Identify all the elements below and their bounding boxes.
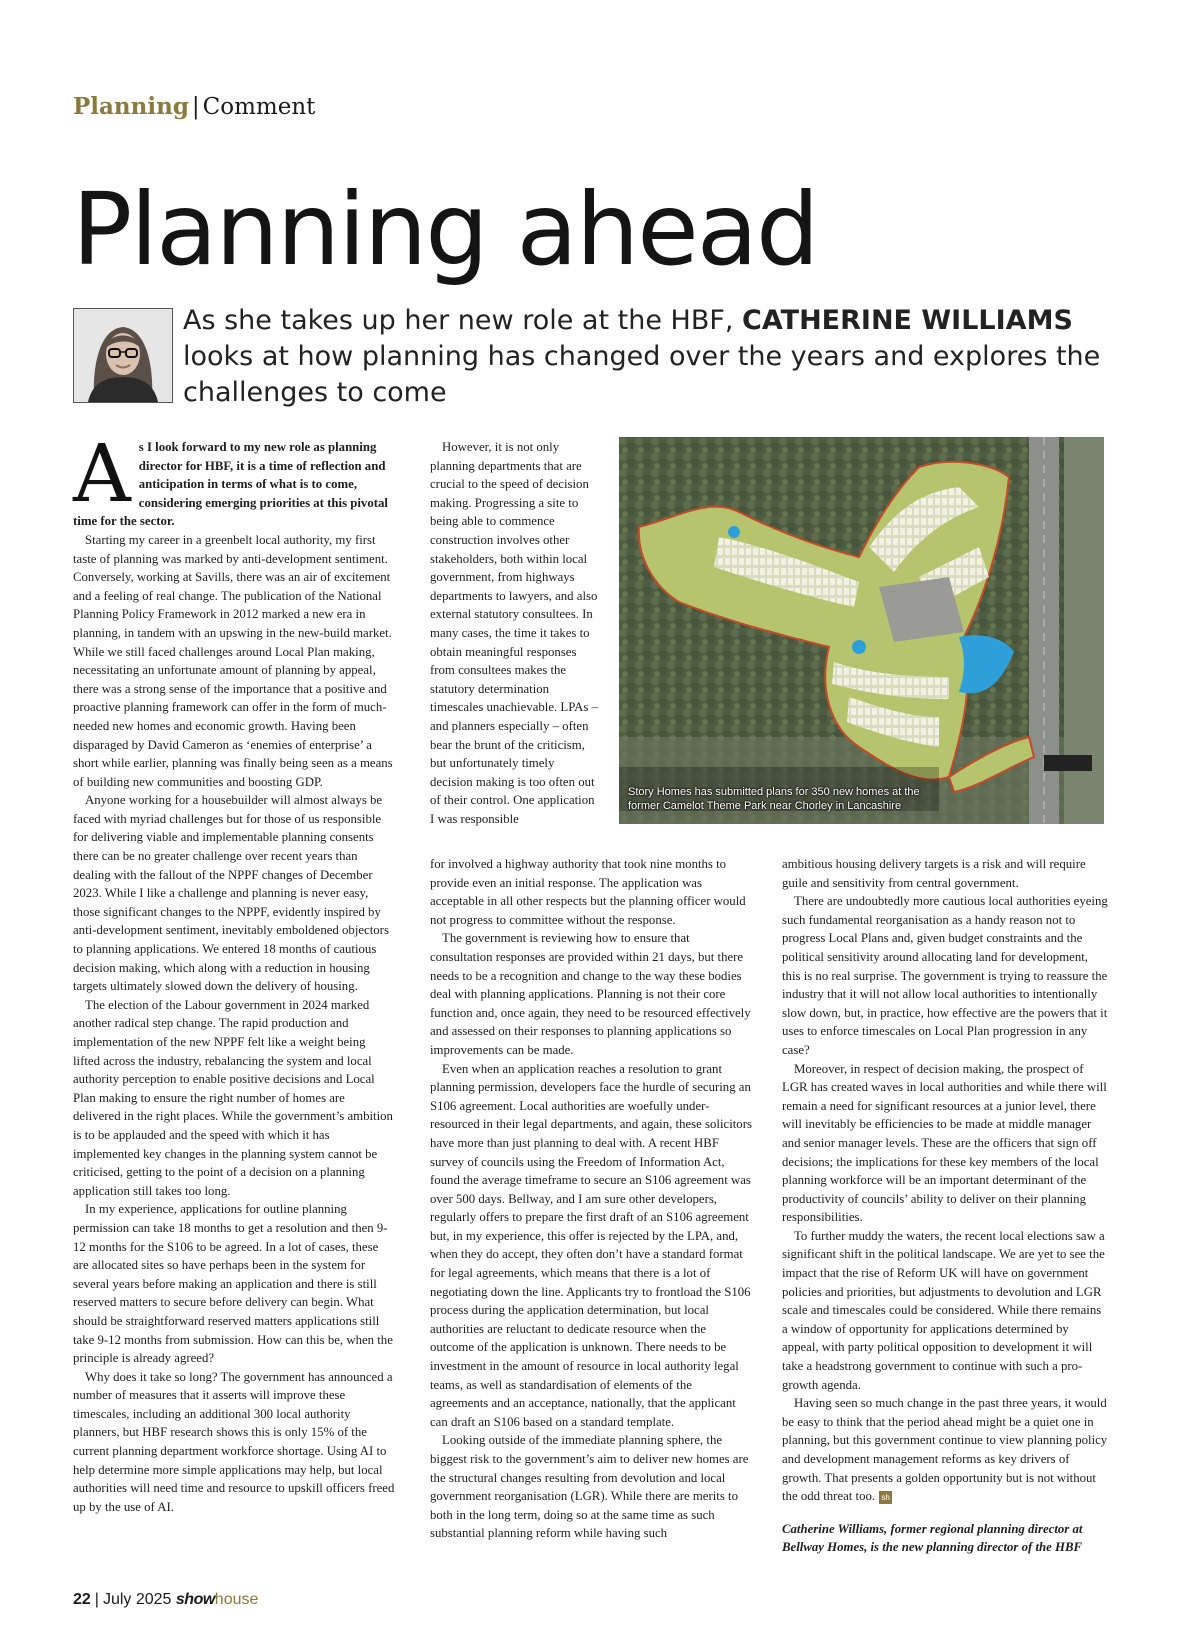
body-paragraph: Why does it take so long? The government has announced a number of measures that it asserts will improve these timescales, including an additional 300 local authority planners, but HBF research shows this is only 15% of the current planning department workforce shortage. Using AI to help determine more simple applications may help, but local authorities will need time and resource to upskill officers freed up by the use of AI. bbox=[73, 1369, 395, 1514]
drop-cap: A bbox=[73, 427, 131, 520]
body-paragraph: ambitious housing delivery targets is a risk and will require guile and sensitivity from central government. bbox=[782, 857, 1086, 890]
standfirst bbox=[183, 303, 1113, 411]
section-tag bbox=[73, 93, 315, 120]
section-divider: | bbox=[191, 94, 200, 120]
author-note: Catherine Williams, former regional planning director at Bellway Homes, is the new planning director of the HBF bbox=[782, 1521, 1083, 1555]
body-paragraph: In my experience, applications for outline planning permission can take 18 months to get a resolution and then 9-12 months for the S106 to be agreed. In a lot of cases, these are allocated sites so have perhaps been in the system for several years before making an application and there is still reserved matters to secure before delivery can begin. What should be straightforward reserved matters applications still take 9-12 months from submission. How can this be, when the principle is already agreed? bbox=[73, 1202, 393, 1366]
subsection-name: Comment bbox=[202, 94, 316, 120]
magazine-logo bbox=[176, 1591, 258, 1608]
footer-divider: | bbox=[94, 1591, 99, 1608]
standfirst-intro: As she takes up her new role at the HBF, bbox=[183, 305, 743, 336]
body-paragraph: Moreover, in respect of decision making, the prospect of LGR has created waves in local authorities and while there will remain a need for significant resources at a junior level, there will inevitably be efficiencies to be made at middle manager and senior manager levels. These are the officers that sign off decisions; the implications for these key members of the local planning workforce will be an important determinant of the productivity of councils’ ability to deliver on their planning responsibilities. bbox=[782, 1061, 1107, 1225]
magazine-logo-part-1: show bbox=[175, 1591, 215, 1608]
section-name: Planning bbox=[73, 93, 189, 120]
magazine-logo-part-2: house bbox=[214, 1591, 259, 1608]
issue-date: July 2025 bbox=[102, 1591, 172, 1608]
body-paragraph: The election of the Labour government in 2024 marked another radical step change. The rapid production and implementation of the new NPPF felt like a weight being lifted across the industry, rebalancing the system and local authority perception to enable positive decisions and Local Plan making to ensure the right number of homes are delivered in the right places. While the government’s ambition is to be applauded and the speed with which it has implemented key changes in the planning system cannot be criticised, getting to the point of a decision on a planning application still takes too long. bbox=[73, 997, 393, 1198]
site-plan-photo bbox=[619, 437, 1104, 824]
body-paragraph: However, it is not only planning departments that are crucial to the speed of decision making. Progressing a site to being able to commence construction involves other stakeholders, both within local government, from highways departments to lawyers, and also external statutory consultees. In many cases, the time it takes to obtain meaningful responses from consultees makes the statutory determination timescales unachievable. LPAs – and planners especially – often bear the brunt of the criticism, but unfortunately timely decision making is too often out of their control. One application I was responsible bbox=[430, 440, 598, 826]
body-paragraph: Looking outside of the immediate planning sphere, the biggest risk to the government’s aim to deliver new homes are the structural changes resulting from devolution and local government reorganisation (LGR). While there are merits to both in the long term, doing so at the same time as such substantial planning reform while having such bbox=[430, 1433, 749, 1541]
author-portrait bbox=[73, 308, 173, 403]
headline: Planning ahead bbox=[72, 171, 818, 288]
author-name: CATHERINE WILLIAMS bbox=[742, 305, 1073, 336]
final-paragraph-text: Having seen so much change in the past three years, it would be easy to think that the period ahead might be a quiet one in planning, but this government continue to view planning policy and development management reforms as key drivers of growth. That presents a golden opportunity but is not without the odd threat too. bbox=[782, 1396, 1108, 1504]
body-paragraph: The government is reviewing how to ensure that consultation responses are provided within 21 days, but there needs to be a recognition and change to the way these bodies deal with planning applications. Planning is not their core function and, once again, they need to be resourced effectively and assessed on their responses to planning applications so improvements can be made. bbox=[430, 931, 751, 1057]
body-paragraph: for involved a highway authority that took nine months to provide even an initial response. The application was acceptable in all other respects but the planning officer would not progress to committee without the response. bbox=[430, 857, 746, 927]
article-column-3 bbox=[782, 855, 1108, 1557]
body-paragraph: Even when an application reaches a resolution to grant planning permission, developers face the hurdle of securing an S106 agreement. Local authorities are woefully under-resourced in their legal departments, and again, these solicitors have more than just planning to deal with. A recent HBF survey of councils using the Freedom of Information Act, found the average timeframe to secure an S106 agreement was over 500 days. Bellway, and I am sure other developers, regularly offers to prepare the first draft of an S106 agreement but, in my experience, this offer is rejected by the LPA, and, when they do accept, they often don’t have a standard format for legal agreements, which means that there is a lot of negotiating down the line. Applicants try to frontload the S106 process during the application determination, but local authorities are reluctant to dedicate resource when the outcome of the application is unknown. There needs to be investment in the amount of resource in local authority legal teams, as well as standardisation of elements of the agreements and an acceptance, nationally, that the applicant can draft an S106 based on a standard template. bbox=[430, 1061, 752, 1429]
body-paragraph: To further muddy the waters, the recent local elections saw a significant shift in the political landscape. We are yet to see the impact that the rise of Reform UK will have on government policies and priorities, but adjustments to devolution and LGR scale and timescales could be considered. While there remains a window of opportunity for applications determined by appeal, with party political opposition to development it will take a headstrong government to continue with such a pro-growth agenda. bbox=[782, 1228, 1105, 1392]
lead-paragraph bbox=[73, 427, 395, 531]
lead-text: s I look forward to my new role as planning director for HBF, it is a time of reflection and anticipation in terms of what is to come, considering emerging priorities at this pivotal time for the sector. bbox=[73, 440, 388, 529]
page-footer bbox=[73, 1591, 258, 1609]
end-mark-icon: sh bbox=[879, 1491, 892, 1504]
page-number: 22 bbox=[73, 1591, 91, 1608]
site-plan-illustration bbox=[619, 437, 1104, 824]
body-paragraph: Anyone working for a housebuilder will almost always be faced with myriad challenges but for those of us responsible for delivering viable and implementable planning consents there can be no greater challenge over recent years than dealing with the fallout of the NPPF changes of December 2023. While I like a challenge and planning is never easy, those significant changes to the NPPF, evidently inspired by anti-development sentiment, inevitably emboldened objectors to planning applications. We entered 18 months of cautious decision making, which along with a reduction in housing targets ultimately slowed down the delivery of housing. bbox=[73, 793, 389, 994]
final-paragraph bbox=[782, 1394, 1108, 1506]
image-caption: Story Homes has submitted plans for 350 new homes at the former Camelot Theme Park near Chorley in Lancashire bbox=[628, 786, 920, 812]
article-column-1 bbox=[73, 427, 395, 1516]
body-paragraph: Starting my career in a greenbelt local authority, my first taste of planning was marked by anti-development sentiment. Conversely, working at Savills, there was an air of excitement and a feeling of real change. The publication of the National Planning Policy Framework in 2012 marked a new era in planning, in tandem with an upswing in the new-build market. While we still faced challenges around Local Plan making, necessitating an unfortunate amount of planning by appeal, there was a strong sense of the importance that a positive and proactive planning framework can offer in the form of much-needed new homes and economic growth. Having been disparaged by David Cameron as ‘enemies of enterprise’ a short while earlier, planning was finally being seen as a means of building new communities and boosting GDP. bbox=[73, 532, 393, 789]
article-column-2-bottom bbox=[430, 855, 752, 1543]
standfirst-rest: looks at how planning has changed over the years and explores the challenges to come bbox=[183, 341, 1101, 408]
body-paragraph: There are undoubtedly more cautious local authorities eyeing such fundamental reorganisation as a handy reason not to progress Local Plans and, given budget constraints and the political sensitivity around allocating land for development, this is no real surprise. The government is trying to reassure the industry that it will not allow local authorities to intentionally slow down, but, in practice, how effective are the powers that it uses to enforce timescales on Local Plan progression in any case? bbox=[782, 894, 1108, 1057]
article-column-2-top bbox=[430, 438, 600, 828]
